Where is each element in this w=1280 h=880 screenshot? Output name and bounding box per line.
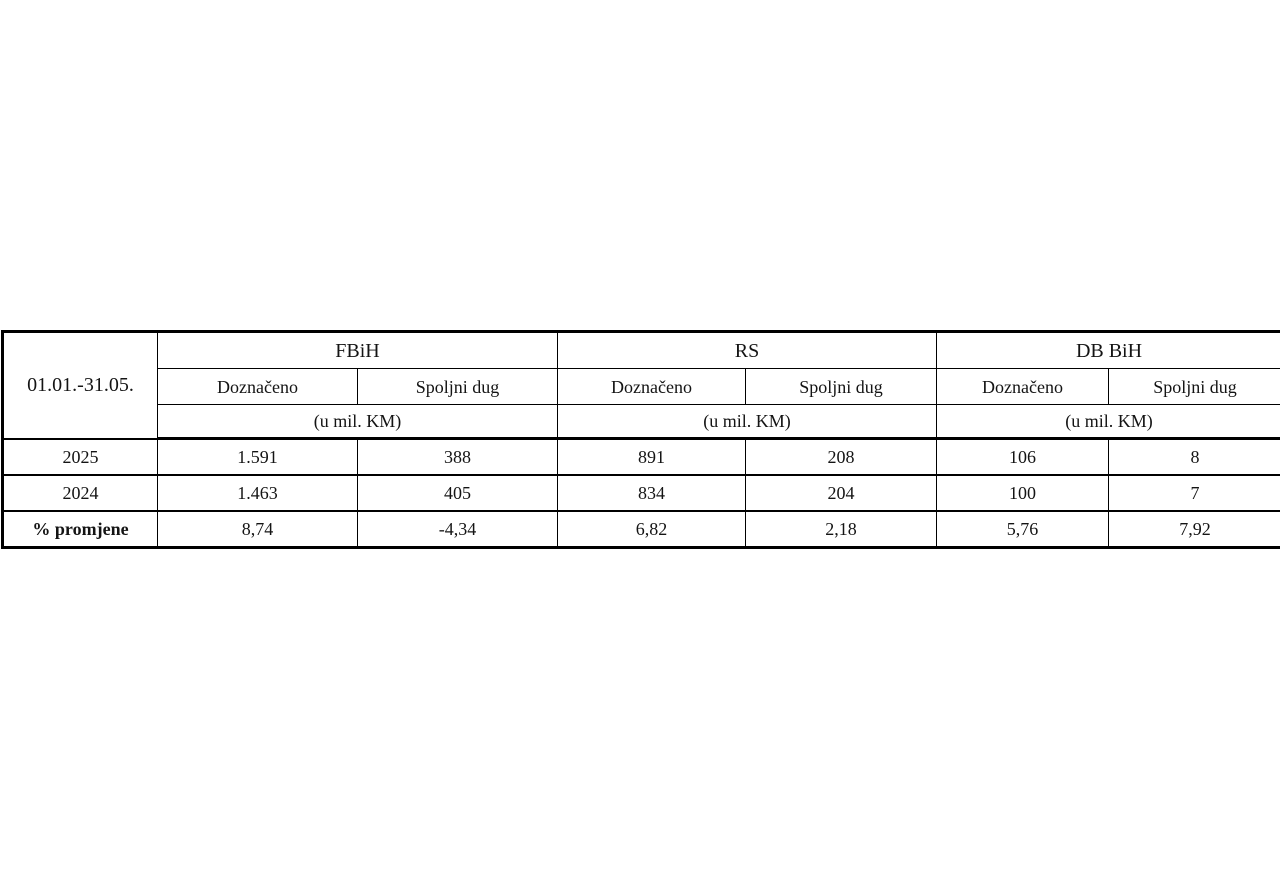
- cell-2024-fbih-spoljni-dug: 405: [358, 475, 558, 511]
- subheader-fbih-spoljni-dug: Spoljni dug: [358, 369, 558, 405]
- group-header-rs: RS: [558, 332, 937, 369]
- row-label-2025: 2025: [3, 439, 158, 476]
- unit-cell-rs: (u mil. KM): [558, 405, 937, 439]
- cell-2025-fbih-spoljni-dug: 388: [358, 439, 558, 476]
- group-header-db-bih: DB BiH: [937, 332, 1280, 369]
- subheader-rs-spoljni-dug: Spoljni dug: [746, 369, 937, 405]
- cell-2025-db-bih-doznaceno: 106: [937, 439, 1109, 476]
- header-row-subcolumns: [3, 369, 1280, 405]
- cell-2025-fbih-doznaceno: 1.591: [158, 439, 358, 476]
- cell-pct-rs-doznaceno: 6,82: [558, 511, 746, 548]
- subheader-rs-doznaceno: Doznačeno: [558, 369, 746, 405]
- cell-pct-rs-spoljni-dug: 2,18: [746, 511, 937, 548]
- unit-cell-fbih: (u mil. KM): [158, 405, 558, 439]
- cell-2024-fbih-doznaceno: 1.463: [158, 475, 358, 511]
- header-row-units: [3, 405, 1280, 439]
- data-row-2024: [3, 475, 1280, 511]
- cell-pct-db-bih-spoljni-dug: 7,92: [1109, 511, 1280, 548]
- group-header-fbih: FBiH: [158, 332, 558, 369]
- row-label-2024: 2024: [3, 475, 158, 511]
- unit-cell-db-bih: (u mil. KM): [937, 405, 1280, 439]
- cell-pct-db-bih-doznaceno: 5,76: [937, 511, 1109, 548]
- subheader-db-bih-spoljni-dug: Spoljni dug: [1109, 369, 1280, 405]
- external-debt-table: [1, 330, 1280, 549]
- cell-pct-fbih-doznaceno: 8,74: [158, 511, 358, 548]
- cell-2024-db-bih-doznaceno: 100: [937, 475, 1109, 511]
- cell-pct-fbih-spoljni-dug: -4,34: [358, 511, 558, 548]
- cell-2024-rs-doznaceno: 834: [558, 475, 746, 511]
- data-row-2025: [3, 439, 1280, 476]
- cell-2025-rs-spoljni-dug: 208: [746, 439, 937, 476]
- cell-2024-db-bih-spoljni-dug: 7: [1109, 475, 1280, 511]
- cell-2025-rs-doznaceno: 891: [558, 439, 746, 476]
- period-header-cell: 01.01.-31.05.: [3, 332, 158, 439]
- header-row-groups: [3, 332, 1280, 369]
- row-label-percent-change: % promjene: [3, 511, 158, 548]
- subheader-fbih-doznaceno: Doznačeno: [158, 369, 358, 405]
- subheader-db-bih-doznaceno: Doznačeno: [937, 369, 1109, 405]
- cell-2025-db-bih-spoljni-dug: 8: [1109, 439, 1280, 476]
- data-row-percent-change: [3, 511, 1280, 548]
- cell-2024-rs-spoljni-dug: 204: [746, 475, 937, 511]
